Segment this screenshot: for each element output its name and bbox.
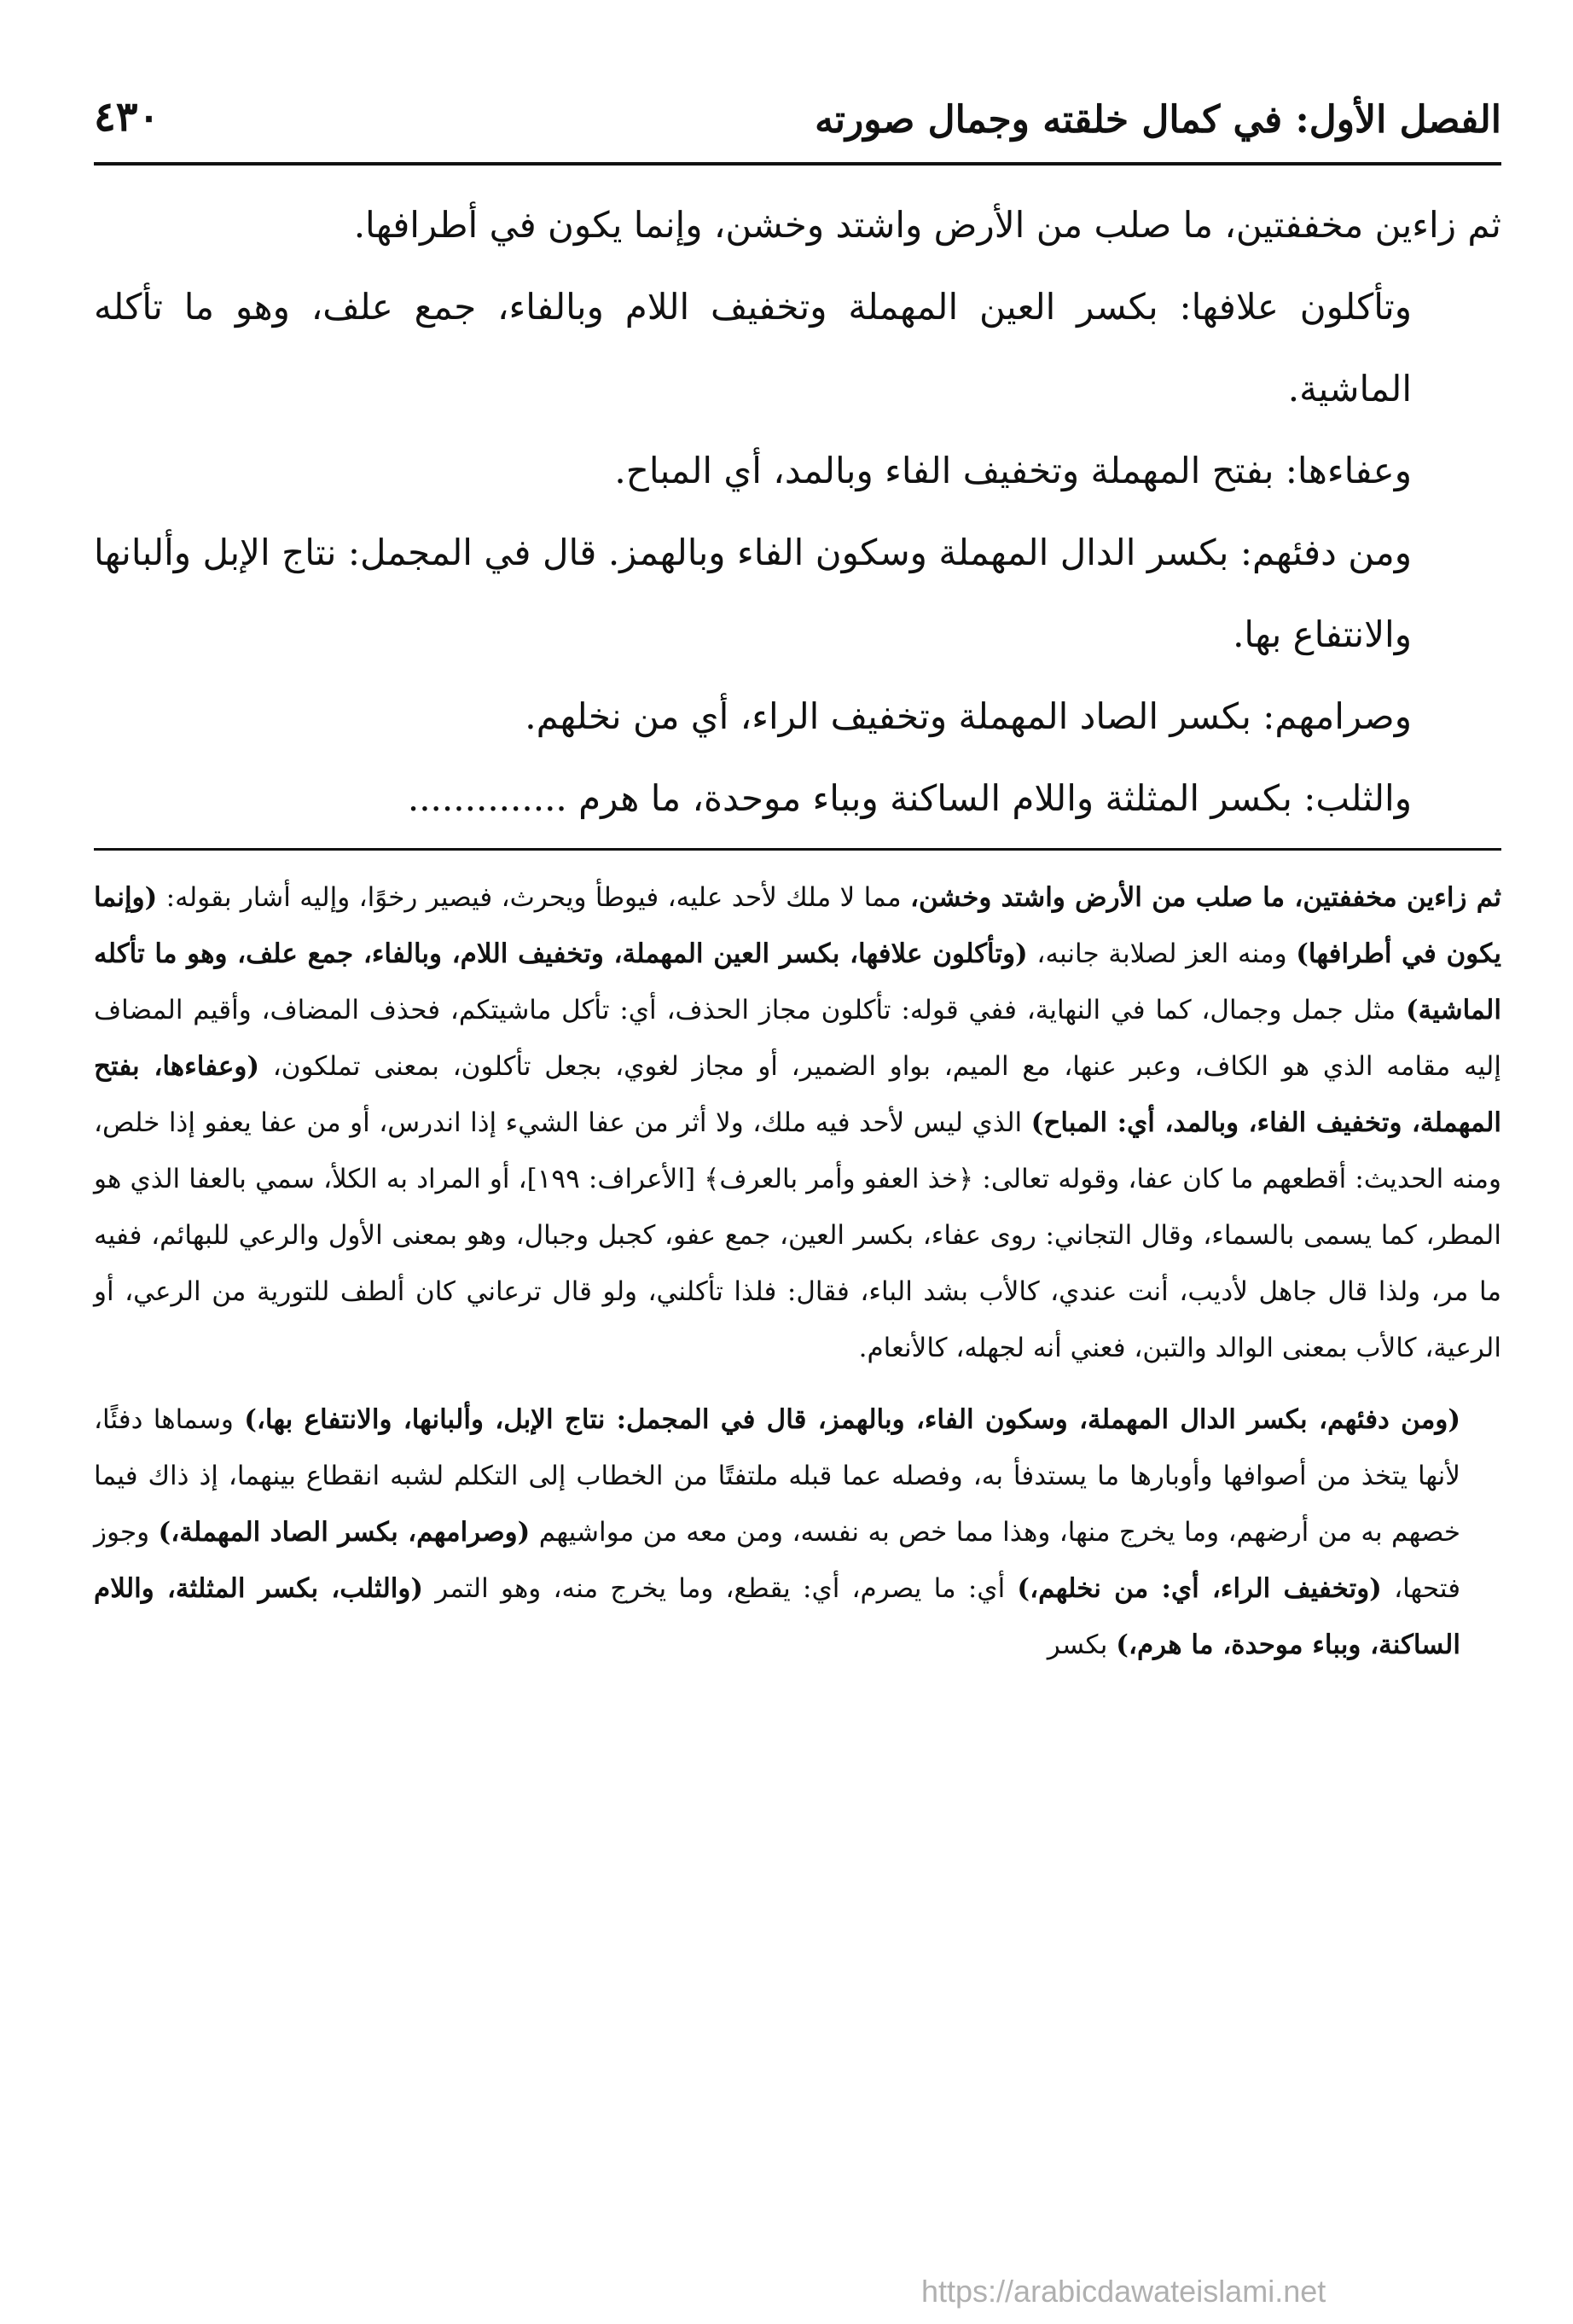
section-divider: [94, 848, 1501, 851]
main-text-paragraph: ومن دفئهم: بكسر الدال المهملة وسكون الفاء وبالهمز. قال في المجمل: نتاج الإبل وألبانها والانتفاع بها.: [94, 532, 1412, 655]
commentary-text: ومنه العز لصلابة جانبه،: [1027, 938, 1297, 969]
commentary-text: وجوز فتحها،: [94, 1517, 1461, 1604]
book-page: [94, 81, 1501, 2299]
main-text-paragraph: وصرامهم: بكسر الصاد المهملة وتخفيف الراء، أي من نخلهم.: [525, 695, 1412, 737]
commentary-text: أي: ما يصرم، أي: يقطع، وما يخرج منه، وهو التمر: [423, 1573, 1018, 1604]
commentary-paragraph: [94, 869, 1501, 1376]
main-text-paragraph: وعفاءها: بفتح المهملة وتخفيف الفاء وبالمد، أي المباح.: [614, 450, 1412, 491]
commentary-text: الذي ليس لأحد فيه ملك، ولا أثر من عفا الشيء إذا اندرس، أو من عفا يعفو إذا خلص، ومنه الحديث: أقطعهم ما كان عفا، وقوله تعالى: ﴿خذ العفو وأمر بالعرف﴾ [الأعراف: ١٩٩]، أو المراد به الكلأ، سمي بالعفا الذي هو المطر، كما يسمى بالسماء، وقال التجاني: روى عفاء، بكسر العين، جمع عفو، كجبل وجبال، وهو بمعنى الأول والرعي للبهائم، ففيه ما مر، ولذا قال جاهل لأديب، أنت عندي، كالأب بشد الباء، فقال: فلذا تأكلني، ولو قال ترعاني كان ألطف للتورية من الرعي، أو الرعية، كالأب بمعنى الوالد والتبن، فعني أنه لجهله، كالأنعام.: [94, 1107, 1501, 1363]
page-number: ٤٣٠: [94, 93, 160, 141]
chapter-title: الفصل الأول: في كمال خلقته وجمال صورته: [815, 98, 1501, 142]
commentary: [94, 869, 1501, 1673]
quoted-main-text: (وإنما يكون في أطرافها): [94, 882, 1501, 969]
quoted-main-text: (وصرامهم، بكسر الصاد المهملة،): [158, 1517, 531, 1548]
main-text-paragraph: والثلب: بكسر المثلثة واللام الساكنة وبباء موحدة، ما هرم ..............: [407, 777, 1412, 819]
quoted-main-text: (وتأكلون علافها، بكسر العين المهملة، وتخفيف اللام، وبالفاء، جمع علف، وهو ما تأكله الماشية): [94, 938, 1501, 1025]
commentary-text: وسماها دفئًا، لأنها يتخذ من أصوافها وأوبارها ما يستدفأ به، وفصله عما قبله ملتفتًا من الخطاب إلى التكلم لشبه انقطاع بينهما، إذ ذاك فيما خصهم به من أرضهم، وما يخرج منها، وهذا مما خص به نفسه، ومن معه من مواشيهم: [94, 1404, 1460, 1548]
commentary-text: مما لا ملك لأحد عليه، فيوطأ ويحرث، فيصير رخوًا، وإليه أشار بقوله:: [157, 882, 910, 913]
quoted-main-text: (وعفاءها، بفتح المهملة، وتخفيف الفاء، وبالمد، أي: المباح): [94, 1051, 1502, 1138]
main-text-paragraph: وتأكلون علافها: بكسر العين المهملة وتخفيف اللام وبالفاء، جمع علف، وهو ما تأكله الماشية.: [94, 286, 1412, 410]
running-header: [94, 81, 1501, 166]
quoted-main-text: (ومن دفئهم، بكسر الدال المهملة، وسكون الفاء، وبالهمز، قال في المجمل: نتاج الإبل، وألبانها، والانتفاع بها،): [244, 1404, 1460, 1435]
watermark-url: https://arabicdawateislami.net: [921, 2274, 1326, 2309]
main-text-paragraph: ثم زاءين مخففتين، ما صلب من الأرض واشتد وخشن، وإنما يكون في أطرافها.: [353, 204, 1501, 246]
quoted-main-text: (والثلب، بكسر المثلثة، واللام الساكنة، وبباء موحدة، ما هرم،): [94, 1573, 1460, 1660]
commentary-paragraph: [94, 1391, 1501, 1673]
quoted-main-text: (وتخفيف الراء، أي: من نخلهم،): [1017, 1573, 1382, 1604]
main-text: [94, 184, 1501, 840]
commentary-text: بكسر: [1047, 1630, 1117, 1660]
quoted-main-text: ثم زاءين مخففتين، ما صلب من الأرض واشتد وخشن،: [909, 882, 1501, 913]
commentary-text: مثل جمل وجمال، كما في النهاية، ففي قوله: تأكلون مجاز الحذف، أي: تأكل ماشيتكم، فحذف المضاف، وأقيم المضاف إليه مقامه الذي هو الكاف، وعبر عنها، مع الميم، بواو الضمير، أو مجاز لغوي، بجعل تأكلون، بمعنى تملكون،: [94, 995, 1501, 1082]
